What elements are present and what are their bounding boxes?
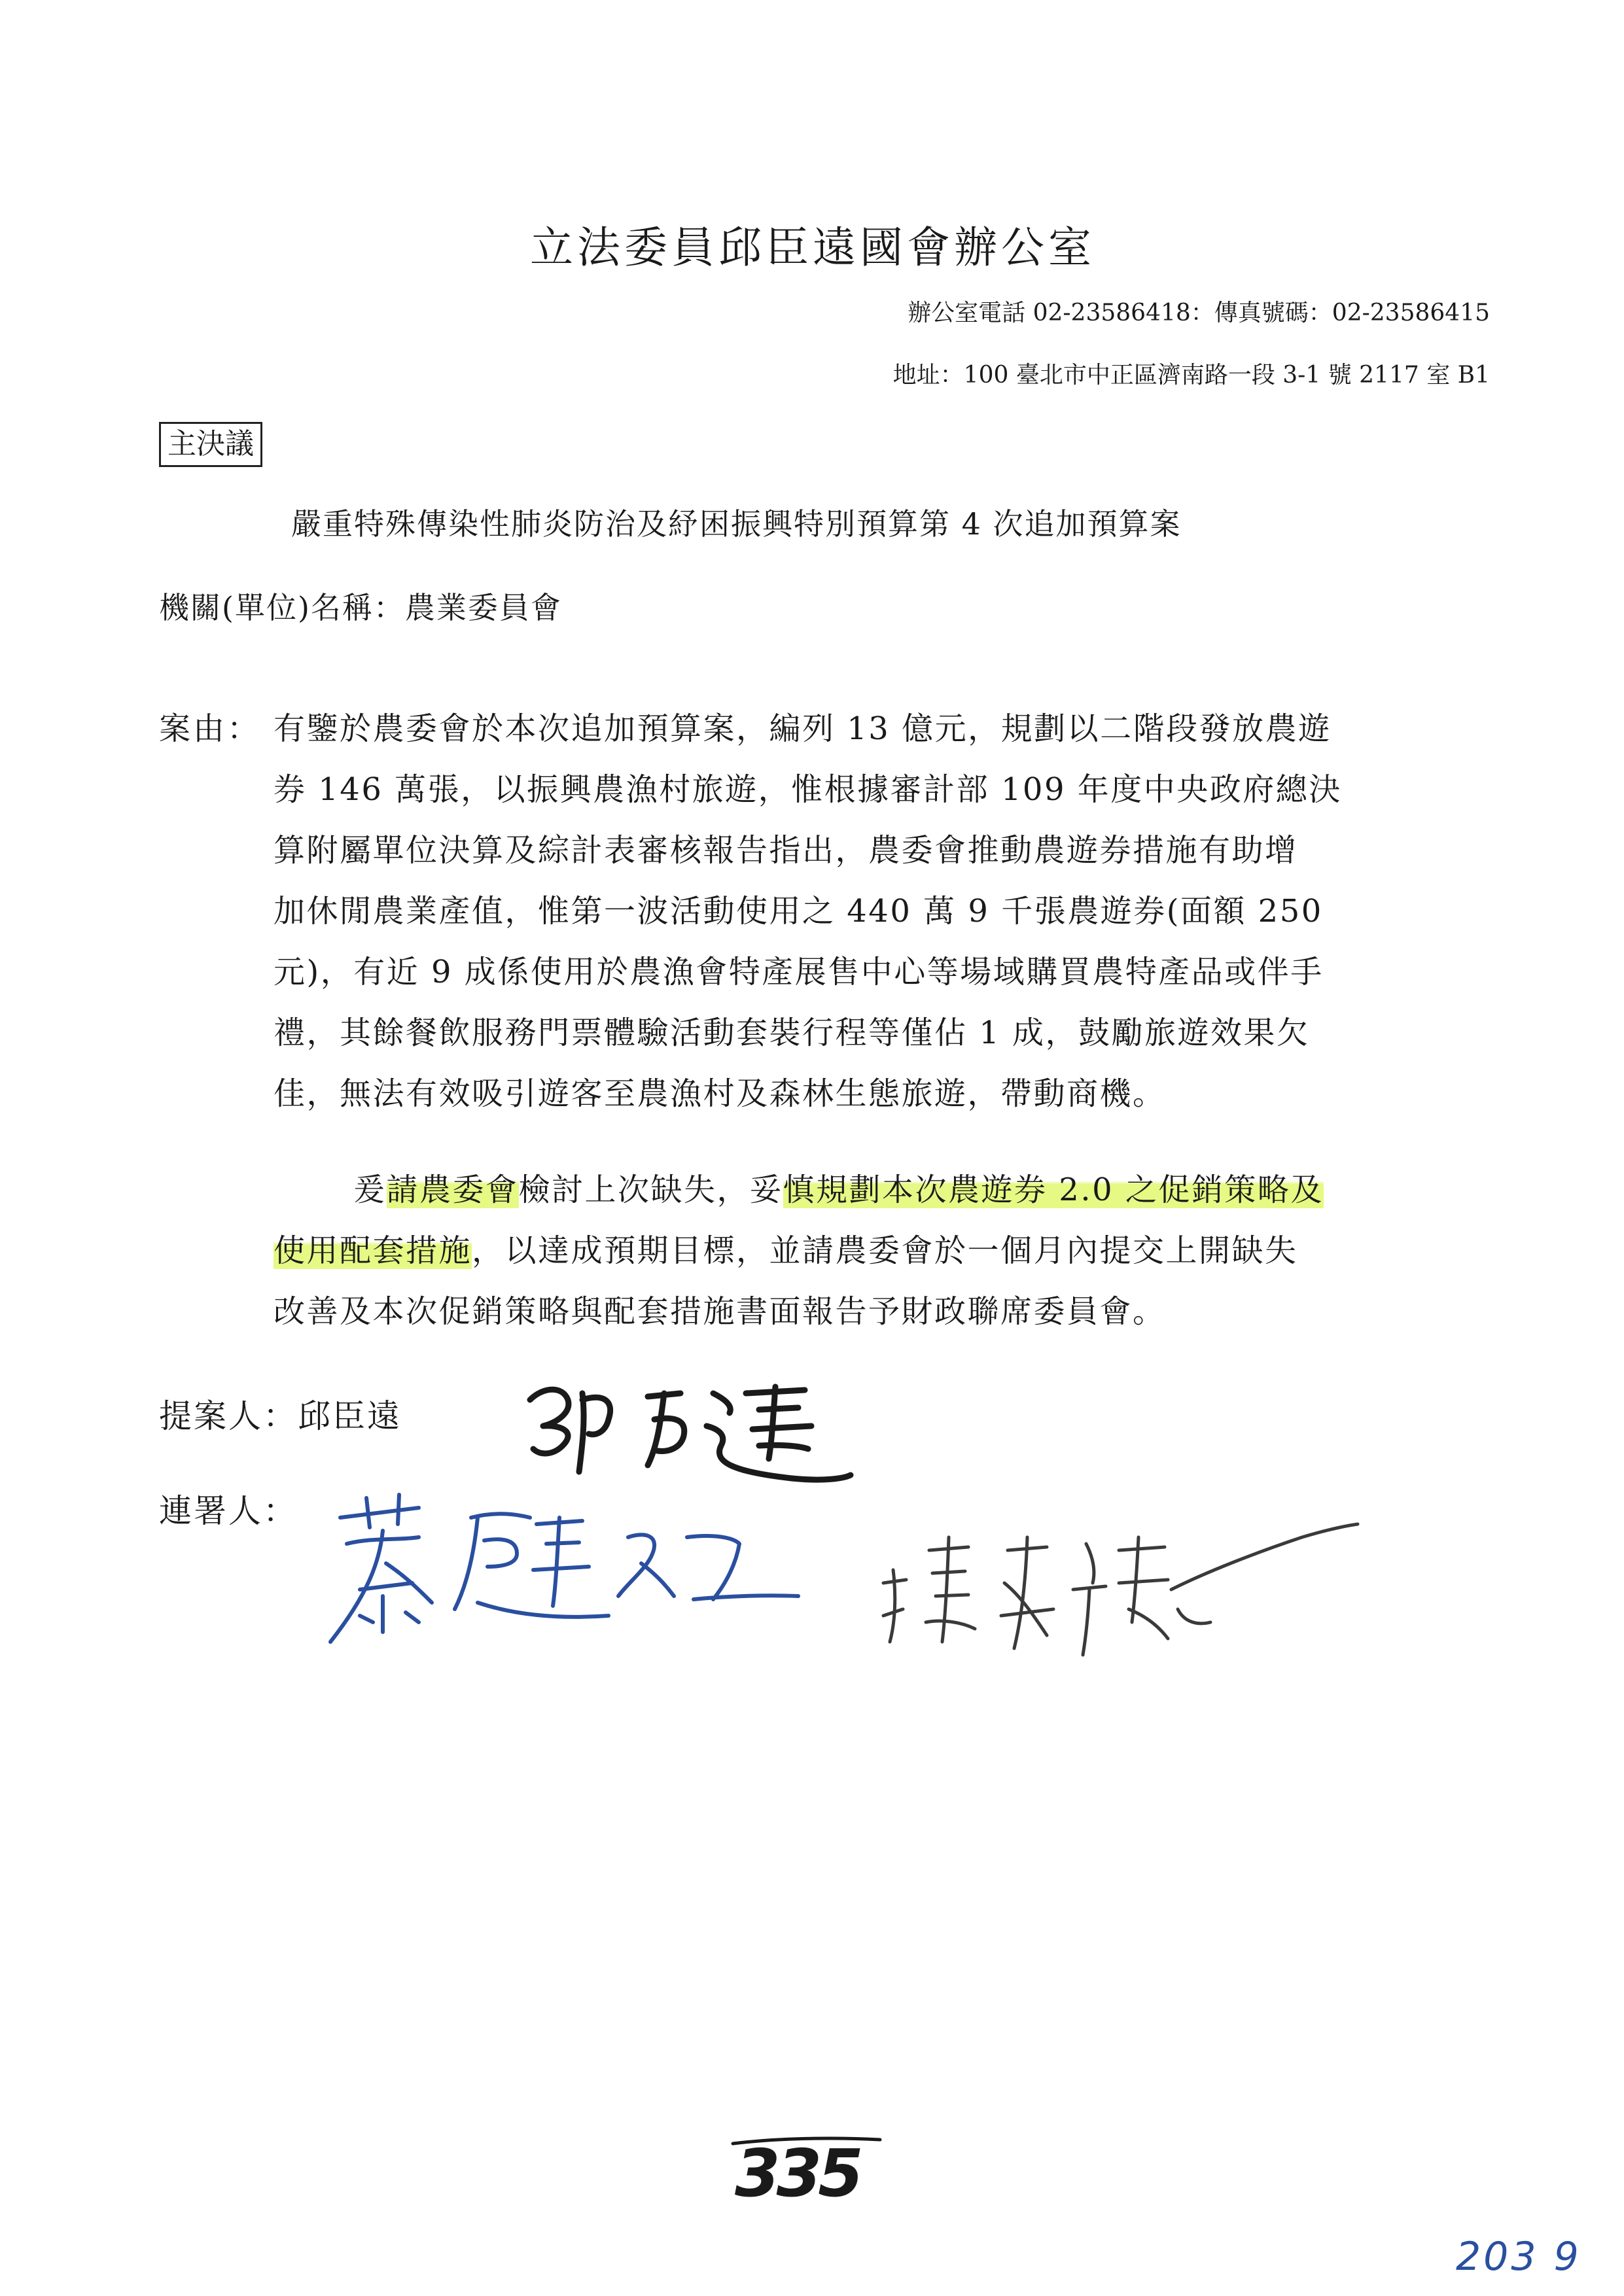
reason-line: 禮，其餘餐飲服務門票體驗活動套裝行程等僅佔 1 成，鼓勵旅遊效果欠 (274, 1015, 1310, 1051)
handwritten-corner-note (1453, 2224, 1610, 2283)
handwritten-page-number (730, 2135, 887, 2212)
contact-line: 辦公室電話 02-23586418：傳真號碼：02-23586415 (908, 300, 1490, 326)
highlighted-text: 請農委會 (386, 1172, 519, 1208)
corner-note-text: 203 9 (1456, 2234, 1581, 2280)
proposer-row (159, 1390, 402, 1437)
highlighted-text: 使用配套措施 (274, 1232, 472, 1269)
resolution-line: 爰請農委會檢討上次缺失，妥慎規劃本次農遊券 2.0 之促銷策略及 (353, 1172, 1324, 1208)
proposer-name: 邱臣遠 (298, 1397, 402, 1435)
reason-line: 加休閒農業產值，惟第一波活動使用之 440 萬 9 千張農遊券(面額 250 (274, 893, 1323, 930)
agency-label: 機關(單位)名稱： (159, 590, 405, 625)
address-line: 地址：100 臺北市中正區濟南路一段 3-1 號 2117 室 B1 (892, 362, 1490, 389)
reason-line: 有鑒於農委會於本次追加預算案，編列 13 億元，規劃以二階段發放農遊 (274, 710, 1332, 747)
highlighted-text: 慎規劃本次農遊券 2.0 之促銷策略及 (783, 1172, 1324, 1208)
cosigner-signature-1 (321, 1491, 818, 1655)
reason-line: 算附屬單位決算及綜計表審核報告指出，農委會推動農遊券措施有助增 (274, 832, 1298, 869)
reason-line: 券 146 萬張，以振興農漁村旅遊，惟根據審計部 109 年度中央政府總決 (274, 771, 1342, 808)
resolution-line: 使用配套措施，以達成預期目標，並請農委會於一個月內提交上開缺失 (274, 1232, 1298, 1269)
proposer-label: 提案人： (159, 1397, 298, 1435)
reason-line: 佳，無法有效吸引遊客至農漁村及森林生態旅遊，帶動商機。 (274, 1075, 1166, 1112)
resolution-type-box: 主決議 (159, 422, 262, 467)
cosigner-row (159, 1485, 298, 1532)
reason-line: 元)，有近 9 成係使用於農漁會特產展售中心等場域購買農特產品或伴手 (274, 954, 1324, 990)
proposer-signature (517, 1374, 857, 1491)
cosigner-label: 連署人： (159, 1492, 298, 1530)
resolution-line: 改善及本次促銷策略與配套措施書面報告予財政聯席委員會。 (274, 1293, 1166, 1330)
page-number-text: 335 (735, 2135, 860, 2212)
office-title: 立法委員邱臣遠國會辦公室 (530, 222, 1095, 273)
agency-name: 農業委員會 (404, 590, 562, 625)
agency-row (159, 584, 562, 627)
cosigner-signature-2 (870, 1511, 1368, 1681)
case-title: 嚴重特殊傳染性肺炎防治及紓困振興特別預算第 4 次追加預算案 (291, 506, 1182, 542)
reason-label: 案由： (159, 710, 262, 747)
